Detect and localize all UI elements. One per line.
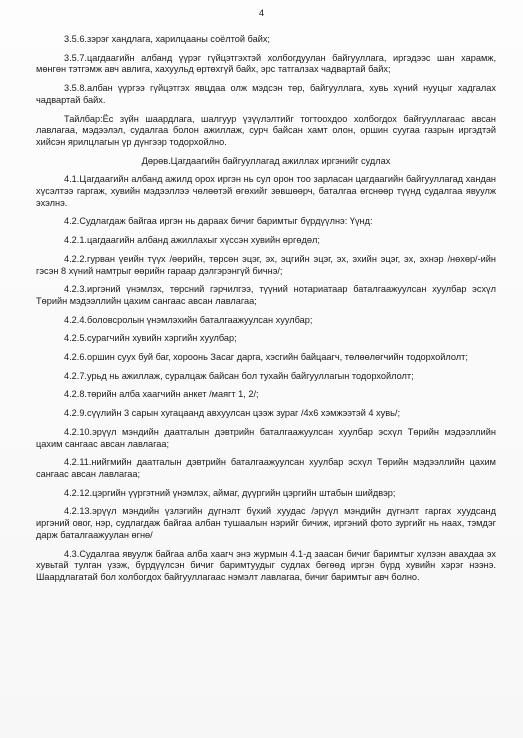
paragraph-4-1: 4.1.Цагдаагийн албанд ажилд орох иргэн нь сул орон тоо зарласан цагдаагийн байгууллагад хандан хүсэлтээ гаргаж, хувийн мэдээллээ чөлөөтэй өгөхийг зөвшөөрч, баталгаа өгснөөр түүнд судалгаа явуулж эхэлнэ. — [36, 174, 496, 208]
paragraph-3-5-7: 3.5.7.цагдаагийн албанд үүрэг гүйцэтгэхтэй холбогдуулан байгууллага, иргэдээс шан харамж, мөнгөн тэтгэмж авч авлига, хахуульд өртөхгүй байх, эрс татгалзах чадвартай байх; — [36, 52, 496, 75]
section-heading: Дөрөв.Цагдаагийн байгууллагад ажиллах иргэнийг судлах — [141, 155, 391, 166]
paragraph-3-5-8: 3.5.8.албан үүргээ гүйцэтгэх явцдаа олж мэдсэн төр, байгууллага, хувь хүний нууцыг хадгалах чадвартай байх. — [36, 83, 496, 105]
paragraph-4-2-12: 4.2.12.цэргийн үүргэтний үнэмлэх, аймаг, дүүргийн цэргийн штабын шийдвэр; — [64, 487, 396, 498]
paragraph-4-2-13: 4.2.13.эрүүл мэндийн үзлэгийн дүгнэлт бүхий хуудас /эрүүл мэндийн дүгнэлт гаргах хуудсанд иргэний овог, нэр, судлагдаж байгаа албан тушаалын нэрийг бичиж, иргэний фото зургийг нь наах, тэмдэг дарж баталгаажуулан өгнө/ — [36, 506, 496, 540]
page-number: 4 — [258, 8, 265, 19]
paragraph-4-2-10: 4.2.10.эрүүл мэндийн даатгалын дэвтрийн баталгаажуулсан хуулбар эсхүл Төрийн мэдээллийн цахим сангаас авсан лавлагаа; — [36, 426, 496, 449]
paragraph-4-2: 4.2.Судлагдаж байгаа иргэн нь дараах бичиг баримтыг бүрдүүлнэ: Үүнд: — [64, 216, 373, 227]
paragraph-3-5-6: 3.5.6.зэрэг хандлага, харилцааны соёлтой байх; — [64, 34, 270, 44]
paragraph-4-2-3: 4.2.3.иргэний үнэмлэх, төрсний гэрчилгээ, түүний нотариатаар баталгаажуулсан хуулбар эсхүл Төрийн мэдээллийн цахим сангаас авсан лавлагаа; — [36, 284, 496, 306]
paragraph-4-2-5: 4.2.5.сурагчийн хувийн хэргийн хуулбар; — [64, 333, 237, 344]
paragraph-4-2-8: 4.2.8.төрийн алба хаагчийн анкет /маягт 1, 2/; — [64, 389, 259, 400]
paragraph-4-2-1: 4.2.1.цагдаагийн албанд ажиллахыг хүссэн хувийн өргөдөл; — [64, 235, 320, 246]
paragraph-4-2-2: 4.2.2.гурван үеийн түүх /өөрийн, төрсөн эцэг, эх, эцгийн эцэг, эх, эхийн эцэг, эх, эхнэр /нөхөр/-ийн гэсэн 8 хүний намтрыг өөрийн гараар дэлгэрэнгүй бичнэ/; — [36, 253, 496, 276]
paragraph-4-2-9: 4.2.9.сүүлийн 3 сарын хугацаанд авхуулсан цээж зураг /4х6 хэмжээтэй 4 хувь/; — [64, 408, 400, 419]
paragraph-4-3: 4.3.Судалгаа явуулж байгаа алба хаагч энэ журмын 4.1-д заасан бичиг баримтыг хүлээн авахдаа эх хувьтай тулган үзэж, бүрдүүлсэн бичиг баримтуудыг судлах бөгөөд иргэн бүрд хувийн хэрэг нээнэ. Шаардлагатай бол холбогдох байгууллагаас нэмэлт лавлагаа, бичиг баримтыг авч болно. — [36, 548, 496, 582]
paragraph-4-2-6: 4.2.6.оршин суух буй баг, хороонь Засаг дарга, хэсгийн байцаагч, төлөөлөгчийн тодорхойлолт; — [64, 352, 468, 363]
document-body — [36, 34, 496, 591]
paragraph-4-2-11: 4.2.11.нийгмийн даатгалын дэвтрийн баталгаажуулсан хуулбар эсхүл Төрийн мэдээллийн цахим сангаас авсан лавлагаа; — [36, 457, 496, 479]
paragraph-4-2-7: 4.2.7.урьд нь ажиллаж, суралцаж байсан бол тухайн байгууллагын тодорхойлолт; — [64, 370, 414, 381]
paragraph-4-2-4: 4.2.4.боловсролын үнэмлэхийн баталгаажуулсан хуулбар; — [64, 314, 313, 325]
note-paragraph: Тайлбар:Ёс зүйн шаардлага, шалгуур үзүүлэлтийг тогтоохдоо холбогдох байгууллагаас авсан лавлагаа, мэдээлэл, судалгаа болон ажиллаж, сурч байсан хамт олон, оршин суугаа газрын иргэдтэй хийсэн ярилцлагын үр дүнгээр тодорхойлно. — [36, 113, 496, 147]
